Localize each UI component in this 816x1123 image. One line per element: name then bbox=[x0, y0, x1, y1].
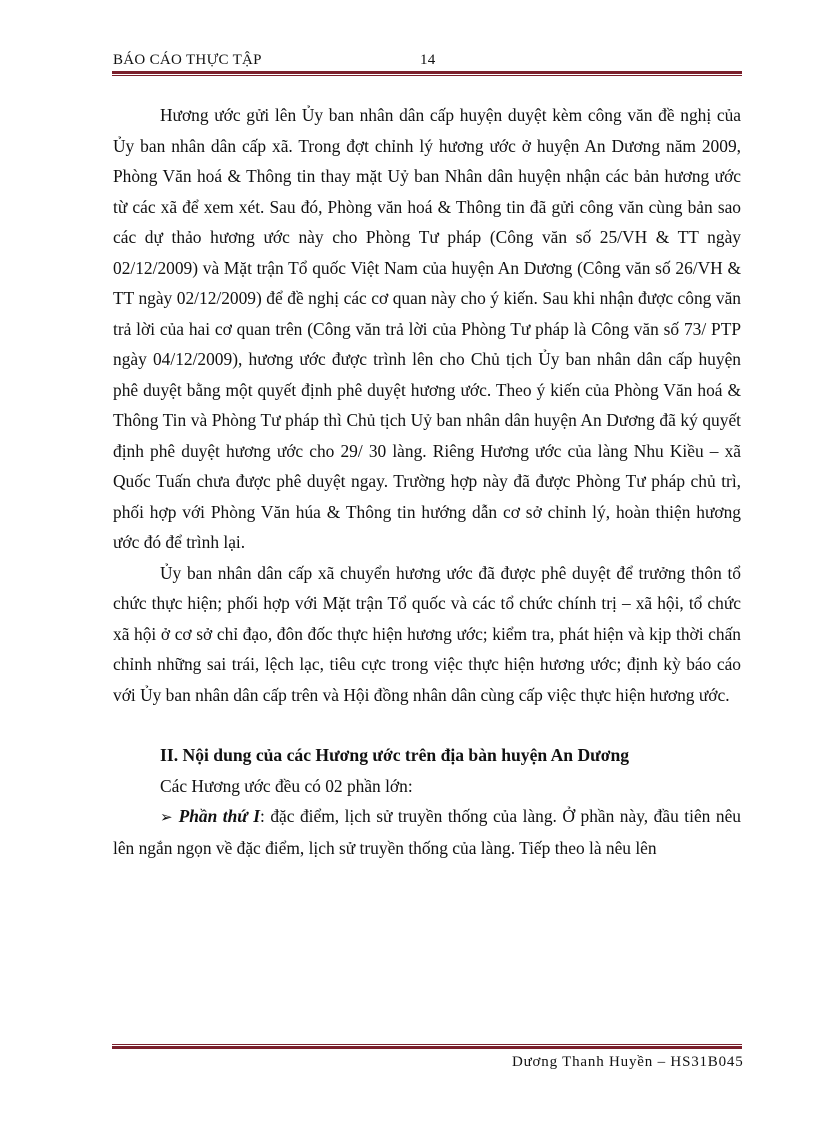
bullet-part-one bbox=[113, 801, 741, 863]
footer-author: Dương Thanh Huyền – HS31B045 bbox=[512, 1054, 744, 1070]
paragraph-implementation: Ủy ban nhân dân cấp xã chuyển hương ước đã được phê duyệt để trưởng thôn tổ chức thực hiện; phối hợp với Mặt trận Tổ quốc và các tổ chức chính trị – xã hội, tổ chức xã hội ở cơ sở chỉ đạo, đôn đốc thực hiện hương ước; kiểm tra, phát hiện và kịp thời chấn chỉnh những sai trái, lệch lạc, tiêu cực trong việc thực hiện hương ước; định kỳ báo cáo với Ủy ban nhân dân cấp trên và Hội đồng nhân dân cùng cấp việc thực hiện hương ước. bbox=[113, 562, 741, 705]
bullet-lead: Phần thứ I bbox=[178, 806, 260, 826]
header-divider bbox=[112, 71, 742, 77]
page-header bbox=[113, 52, 741, 72]
page-body bbox=[113, 100, 741, 863]
report-title: BÁO CÁO THỰC TẬP bbox=[113, 52, 262, 68]
footer-divider bbox=[112, 1044, 742, 1050]
bullet-text: : đặc điểm, lịch sử truyền thống của làng. Ở phần này, đầu tiên nêu lên ngắn ngọn về đặc điểm, lịch sử truyền thống của làng. Tiếp theo là nêu lên bbox=[113, 806, 741, 858]
paragraph-approval-process: Hương ước gửi lên Ủy ban nhân dân cấp huyện duyệt kèm công văn đề nghị của Ủy ban nhân dân cấp xã. Trong đợt chỉnh lý hương ước ở huyện An Dương năm 2009, Phòng Văn hoá & Thông tin thay mặt Uỷ ban Nhân dân huyện nhận các bản hương ước từ các xã để xem xét. Sau đó, Phòng văn hoá & Thông tin đã gửi công văn cùng bản sao các dự thảo hương ước này cho Phòng Tư pháp (Công văn số 25/VH & TT ngày 02/12/2009) và Mặt trận Tổ quốc Việt Nam của huyện An Dương (Công văn số 26/VH & TT ngày 02/12/2009) để đề nghị các cơ quan này cho ý kiến. Sau khi nhận được công văn trả lời của hai cơ quan trên (Công văn trả lời của Phòng Tư pháp là Công văn số 73/ PTP ngày 04/12/2009), hương ước được trình lên cho Chủ tịch Ủy ban nhân dân cấp huyện phê duyệt bằng một quyết định phê duyệt hương ước. Theo ý kiến của Phòng Văn hoá & Thông Tin và Phòng Tư pháp thì Chủ tịch Uỷ ban nhân dân huyện An Dương đã ký quyết định phê duyệt hương ước cho 29/ 30 làng. Riêng Hương ước của làng Nhu Kiều – xã Quốc Tuấn chưa được phê duyệt ngay. Trường hợp này đã được Phòng Tư pháp chủ trì, phối hợp với Phòng Văn húa & Thông tin hướng dẫn cơ sở chỉnh lý, hoàn thiện hương ước đó để trình lại. bbox=[113, 105, 741, 552]
page-number: 14 bbox=[420, 52, 436, 68]
section-intro: Các Hương ước đều có 02 phần lớn: bbox=[160, 775, 413, 796]
arrow-bullet-icon: ➢ bbox=[160, 808, 173, 826]
section-heading: II. Nội dung của các Hương ước trên địa bàn huyện An Dương bbox=[160, 745, 630, 765]
